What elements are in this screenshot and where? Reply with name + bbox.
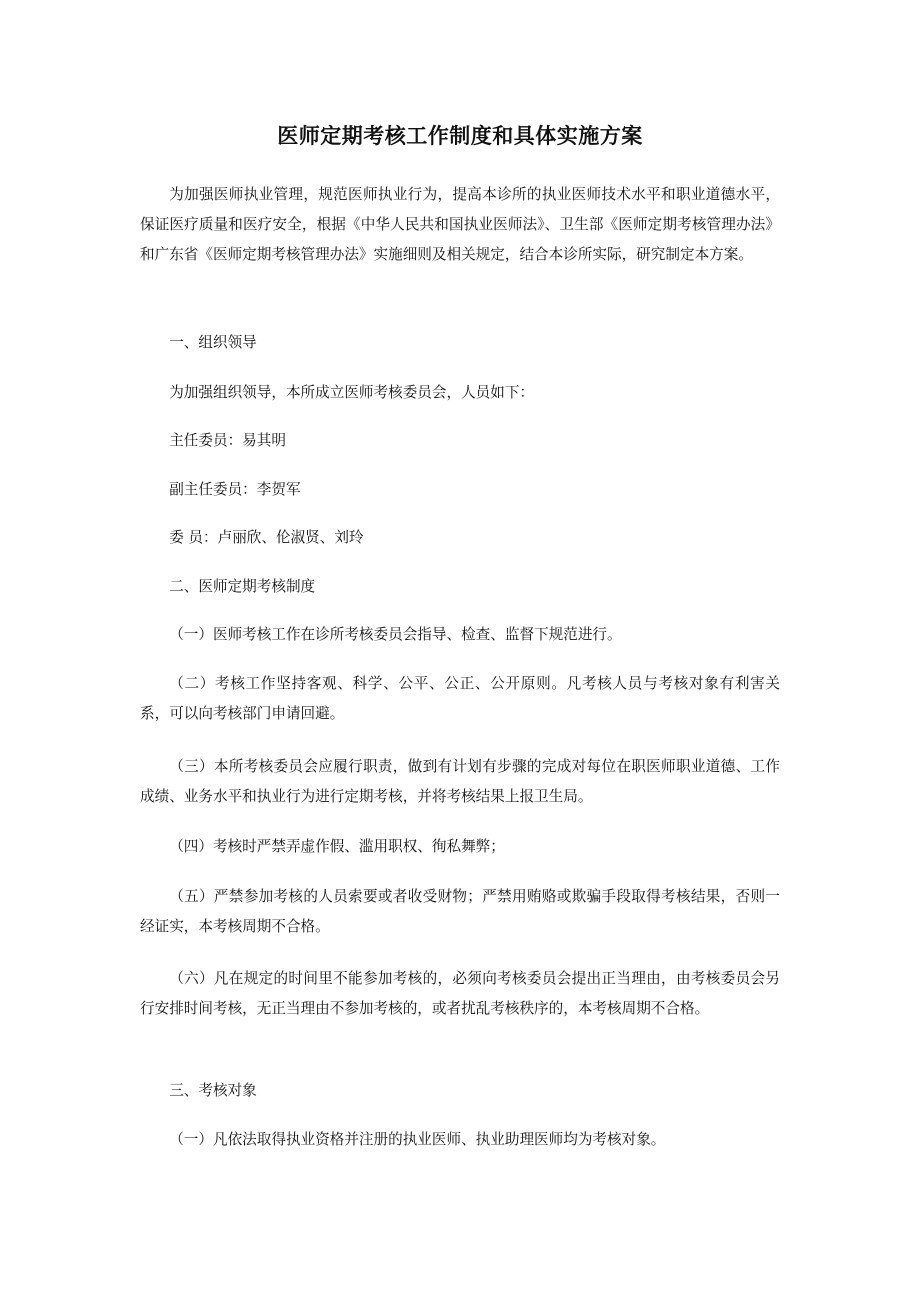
system-item-3: （三）本所考核委员会应履行职责，做到有计划有步骤的完成对每位在职医师职业道德、工作成绩、业务水平和执业行为进行定期考核，并将考核结果上报卫生局。 [140, 758, 780, 805]
deputy-director-line: 副主任委员：李贺军 [169, 481, 301, 498]
targets-item-1: （一）凡依法取得执业资格并注册的执业医师、执业助理医师均为考核对象。 [169, 1131, 666, 1148]
members-line: 委 员：卢丽欣、伦淑贤、刘玲 [169, 529, 364, 546]
section-heading-system: 二、医师定期考核制度 [169, 578, 316, 595]
system-item-2: （二）考核工作坚持客观、科学、公平、公正、公开原则。凡考核人员与考核对象有利害关系，可以向考核部门申请回避。 [140, 675, 780, 722]
intro-paragraph: 为加强医师执业管理，规范医师执业行为，提高本诊所的执业医师技术水平和职业道德水平，保证医疗质量和医疗安全，根据《中华人民共和国执业医师法》、卫生部《医师定期考核管理办法》和广东省《医师定期考核管理办法》实施细则及相关规定，结合本诊所实际，研究制定本方案。 [140, 186, 780, 263]
system-item-1: （一）医师考核工作在诊所考核委员会指导、检查、监督下规范进行。 [169, 626, 622, 643]
system-item-6: （六）凡在规定的时间里不能参加考核的，必须向考核委员会提出正当理由，由考核委员会另行安排时间考核，无正当理由不参加考核的，或者扰乱考核秩序的，本考核周期不合格。 [140, 970, 780, 1017]
document-title: 医师定期考核工作制度和具体实施方案 [277, 124, 643, 148]
system-item-4: （四）考核时严禁弄虚作假、滥用职权、徇私舞弊； [169, 838, 505, 855]
section-heading-organization: 一、组织领导 [169, 334, 257, 351]
director-line: 主任委员：易其明 [169, 432, 286, 449]
system-item-5: （五）严禁参加考核的人员索要或者收受财物；严禁用贿赂或欺骗手段取得考核结果，否则一经证实，本考核周期不合格。 [140, 888, 780, 935]
organization-paragraph: 为加强组织领导，本所成立医师考核委员会，人员如下： [169, 384, 535, 401]
section-heading-targets: 三、考核对象 [169, 1082, 257, 1099]
